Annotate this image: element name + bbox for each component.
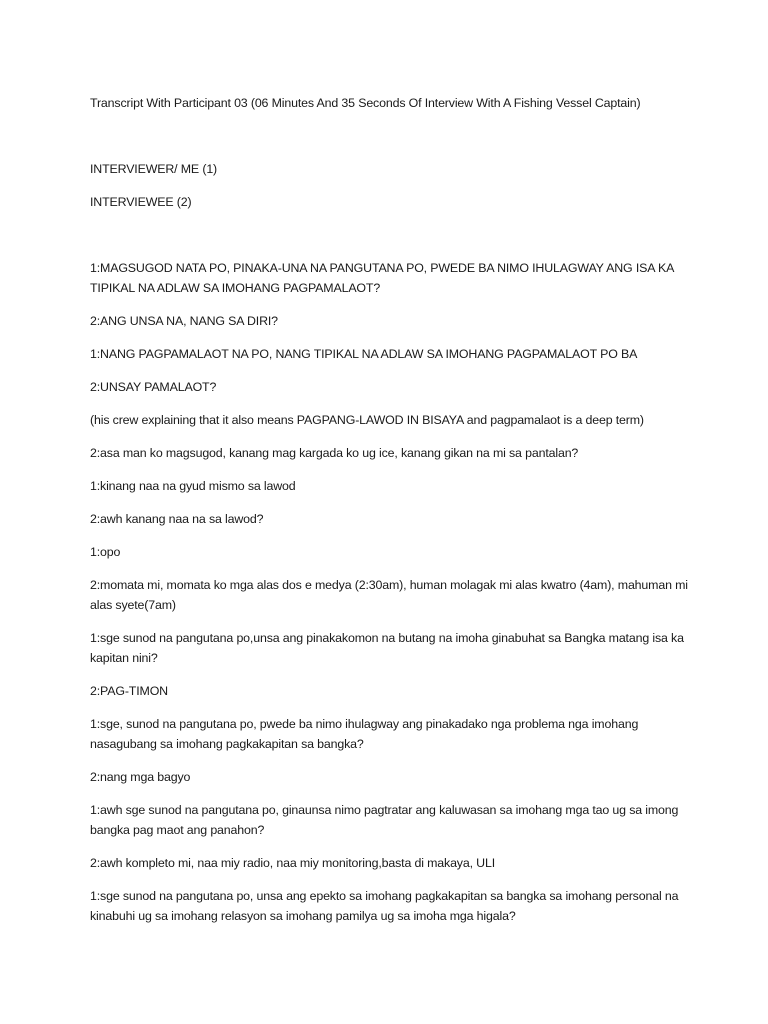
transcript-lines xyxy=(90,258,690,926)
transcript-line: 1:awh sge sunod na pangutana po, ginaunsa nimo pagtratar ang kaluwasan sa imohang mga tao ug sa imong bangka pag maot ang panahon? xyxy=(90,803,679,837)
speaker-interviewer-label: INTERVIEWER/ ME (1) xyxy=(90,162,218,176)
transcript-line: 2:awh kompleto mi, naa miy radio, naa miy monitoring,basta di makaya, ULI xyxy=(90,856,496,870)
transcript-body xyxy=(90,93,690,939)
speaker-interviewee-label: INTERVIEWEE (2) xyxy=(90,195,192,209)
transcript-line: 2:nang mga bagyo xyxy=(90,770,191,784)
transcript-line: 2:awh kanang naa na sa lawod? xyxy=(90,512,264,526)
transcript-line: 1:MAGSUGOD NATA PO, PINAKA-UNA NA PANGUTANA PO, PWEDE BA NIMO IHULAGWAY ANG ISA KA TIPIKAL NA ADLAW SA IMOHANG PAGPAMALAOT? xyxy=(90,261,674,295)
transcript-line: 1:sge sunod na pangutana po,unsa ang pinakakomon na butang na imoha ginabuhat sa Bangka matang isa ka kapitan nini? xyxy=(90,631,684,665)
transcript-line: 2:ANG UNSA NA, NANG SA DIRI? xyxy=(90,314,278,328)
transcript-line: 1:kinang naa na gyud mismo sa lawod xyxy=(90,479,296,493)
transcript-line: 1:NANG PAGPAMALAOT NA PO, NANG TIPIKAL NA ADLAW SA IMOHANG PAGPAMALAOT PO BA xyxy=(90,347,638,361)
transcript-note: (his crew explaining that it also means PAGPANG-LAWOD IN BISAYA and pagpamalaot is a deep term) xyxy=(90,413,644,427)
transcript-line: 2:asa man ko magsugod, kanang mag kargada ko ug ice, kanang gikan na mi sa pantalan? xyxy=(90,446,579,460)
transcript-line: 1:sge, sunod na pangutana po, pwede ba nimo ihulagway ang pinakadako nga problema nga imohang nasagubang sa imohang pagkakapitan sa bangka? xyxy=(90,717,639,751)
transcript-line: 2:PAG-TIMON xyxy=(90,684,168,698)
transcript-line: 1:opo xyxy=(90,545,121,559)
transcript-line: 1:sge sunod na pangutana po, unsa ang epekto sa imohang pagkakapitan sa bangka sa imohang personal na kinabuhi ug sa imohang relasyon sa imohang pamilya ug sa imoha mga higala? xyxy=(90,889,679,923)
document-title: Transcript With Participant 03 (06 Minutes And 35 Seconds Of Interview With A Fishing Vessel Captain) xyxy=(90,96,641,110)
transcript-line: 2:momata mi, momata ko mga alas dos e medya (2:30am), human molagak mi alas kwatro (4am), mahuman mi alas syete(7am) xyxy=(90,578,688,612)
transcript-line: 2:UNSAY PAMALAOT? xyxy=(90,380,217,394)
